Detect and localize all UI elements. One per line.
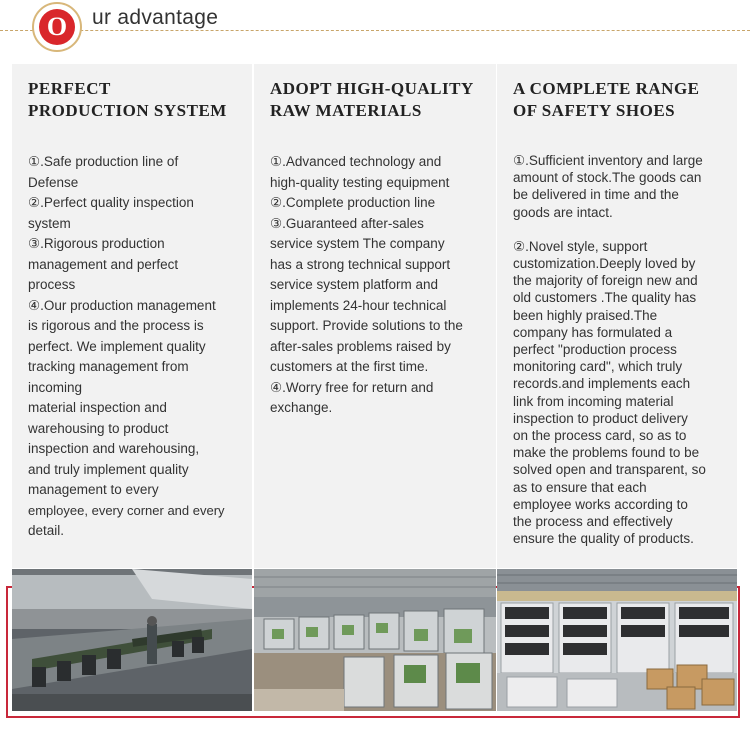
body-line: the majority of foreign new and (513, 273, 698, 289)
column-title (270, 78, 496, 122)
body-line: been highly praised.The (513, 307, 658, 323)
body-line: ①.Sufficient inventory and large (513, 153, 703, 168)
production-line-illustration (12, 569, 252, 711)
column-body (270, 152, 496, 419)
body-line: amount of stock.The goods can (513, 170, 702, 186)
body-line: perfect. We implement quality (28, 338, 206, 354)
body-line: detail. (28, 523, 65, 538)
body-line: as to ensure that each (513, 479, 647, 495)
body-line: implements 24-hour technical (270, 297, 447, 313)
warehouse-shelves-photo (497, 569, 737, 711)
body-line: is rigorous and the process is (28, 318, 204, 333)
body-line: and truly implement quality (28, 461, 189, 477)
body-line: customization.Deeply loved by (513, 256, 696, 272)
section-title: ur advantage (92, 6, 219, 29)
body-line: records.and implements each (513, 376, 691, 392)
column-title (28, 78, 252, 122)
warehouse-shelves-illustration (497, 569, 737, 711)
body-line: material inspection and (28, 400, 167, 415)
body-line: tracking management from (28, 359, 189, 374)
body-line: customers at the first time. (270, 359, 429, 374)
body-line: support. Provide solutions to the (270, 318, 463, 333)
assembly-machines-illustration (254, 569, 496, 711)
body-line: company has formulated a (513, 324, 673, 340)
body-line: ①.Safe production line of (28, 154, 179, 169)
body-line: service system The company (270, 236, 445, 251)
body-line: goods are intact. (513, 204, 613, 220)
advantage-column-production (12, 64, 252, 568)
column-body (28, 152, 252, 542)
body-line: management to every (28, 482, 159, 497)
column-title (513, 78, 737, 122)
column-body (513, 152, 737, 547)
body-line: system (28, 215, 71, 231)
body-line: monitoring card", which truly (513, 359, 683, 375)
production-line-photo (12, 569, 252, 711)
body-line: ②.Perfect quality inspection (28, 195, 194, 210)
body-line: make the problems found to be (513, 445, 700, 461)
body-line: warehousing to product (28, 420, 169, 436)
body-line: be delivered in time and the (513, 187, 679, 203)
advantage-column-materials (254, 64, 496, 568)
paragraph-gap (513, 221, 737, 238)
body-line: employee works according to (513, 496, 688, 512)
body-line: on the process card, so as to (513, 428, 687, 444)
body-line: ③.Rigorous production (28, 236, 165, 251)
body-line: high-quality testing equipment (270, 174, 450, 190)
column-title-line: PERFECT (28, 79, 111, 98)
column-title-line: ADOPT HIGH-QUALITY (270, 79, 474, 98)
logo-letter-badge: O (39, 9, 75, 45)
body-line: employee, every corner and every (28, 502, 225, 518)
body-line: ②.Complete production line (270, 195, 436, 210)
body-line: process (28, 277, 76, 292)
body-line: solved open and transparent, so (513, 462, 706, 478)
body-line: ①.Advanced technology and (270, 154, 442, 169)
body-line: inspection and warehousing, (28, 441, 200, 456)
body-line: ④.Our production management (28, 297, 216, 313)
body-line: after-sales problems raised by (270, 338, 451, 354)
column-title-line: OF SAFETY SHOES (513, 101, 676, 120)
body-line: perfect "production process (513, 342, 677, 358)
body-line: inspection to product delivery (513, 410, 688, 426)
body-line: management and perfect (28, 256, 179, 272)
body-line: ④.Worry free for return and (270, 379, 434, 395)
body-line: has a strong technical support (270, 256, 451, 272)
header-divider (0, 30, 750, 31)
body-line: incoming (28, 379, 83, 395)
assembly-machines-photo (254, 569, 496, 711)
column-title-line: RAW MATERIALS (270, 101, 422, 120)
advantage-column-range (497, 64, 737, 568)
body-line: service system platform and (270, 277, 439, 292)
body-line: link from incoming material (513, 393, 674, 409)
body-line: Defense (28, 174, 79, 190)
column-title-line: A COMPLETE RANGE (513, 79, 700, 98)
body-line: the process and effectively (513, 514, 673, 530)
column-title-line: PRODUCTION SYSTEM (28, 101, 227, 120)
body-line: ②.Novel style, support (513, 238, 648, 254)
body-line: ③.Guaranteed after-sales (270, 215, 424, 231)
body-line: old customers .The quality has (513, 290, 697, 306)
body-line: ensure the quality of products. (513, 531, 694, 547)
body-line: exchange. (270, 400, 333, 415)
section-header (0, 0, 750, 50)
